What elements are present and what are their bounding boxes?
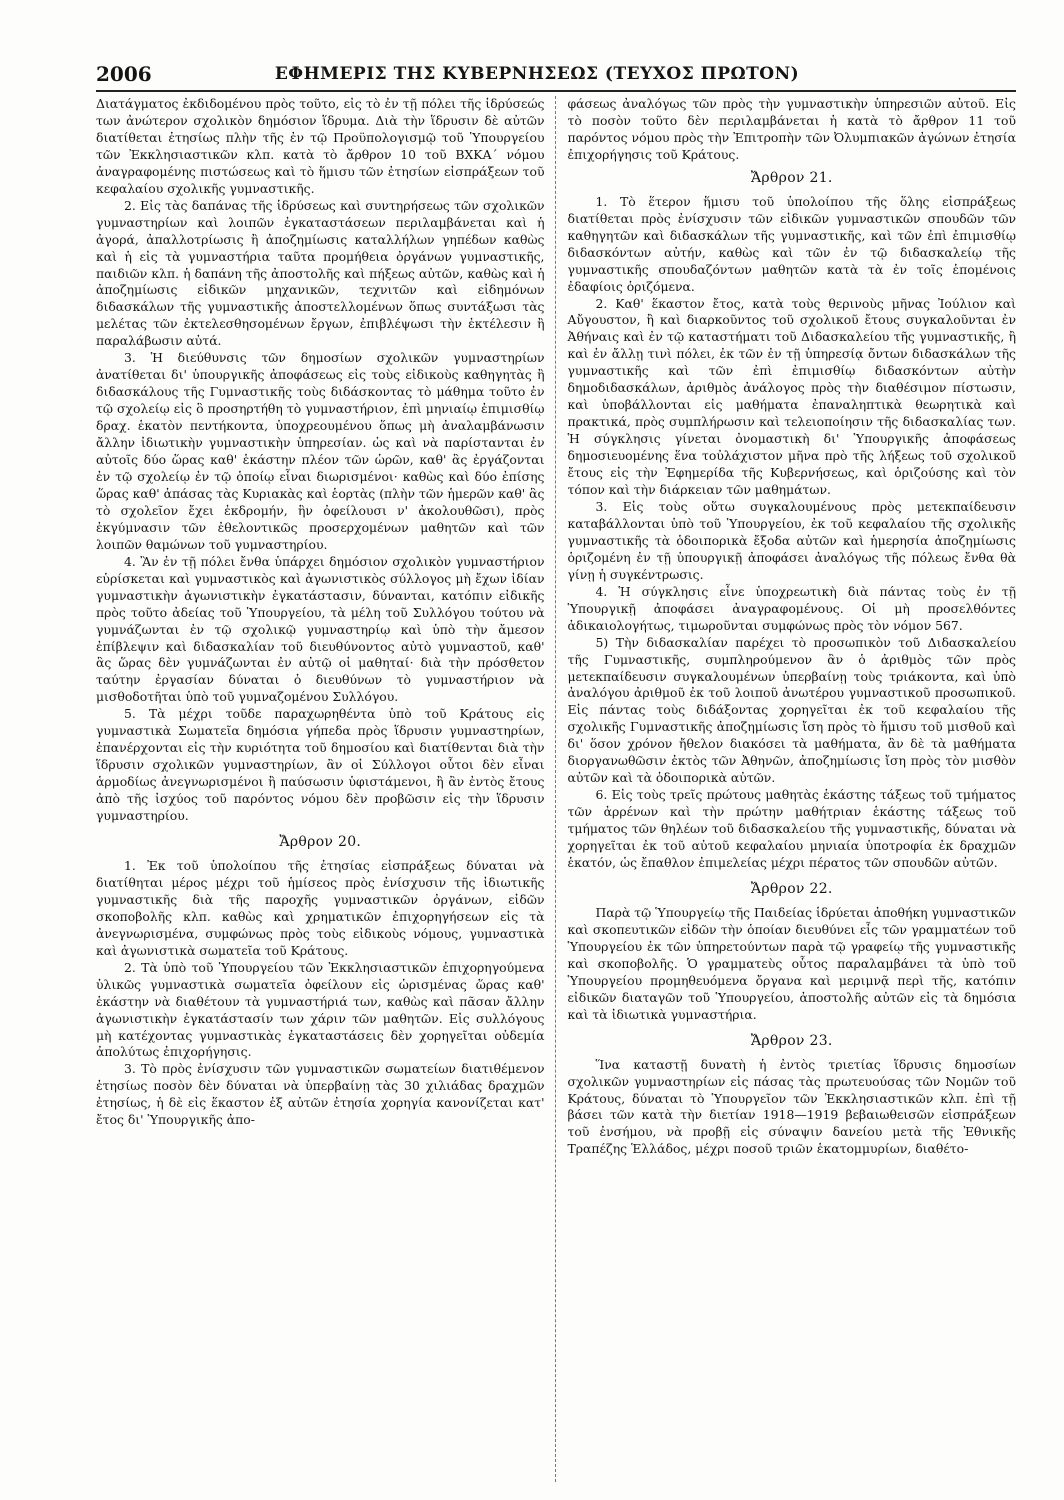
paragraph: 6. Εἰς τοὺς τρεῖς πρώτους μαθητὰς ἑκάστης τάξεως τοῦ τμήματος τῶν ἀρρένων καὶ τὴν πρώτην μαθήτριαν ἑκάστης τάξεως τοῦ τμήματος τῶν θηλέων τοῦ διδασκαλείου τῆς γυμναστικῆς, δύναται νὰ χορηγεῖται ἐκ τοῦ αὐτοῦ κεφαλαίου μηνιαία ὑποτροφία ἐκ δραχμῶν ἑκατόν, ὡς ἔπαθλον ἐπιμελείας μέχρι πέρατος τῶν σπουδῶν αὐτῶν. xyxy=(567,787,1016,870)
paragraph: Παρὰ τῷ Ὑπουργείῳ τῆς Παιδείας ἱδρύεται ἀποθήκη γυμναστικῶν καὶ σκοπευτικῶν εἰδῶν τὴν ὁποίαν διευθύνει εἷς τῶν γραμματέων τοῦ Ὑπουργείου ἐκ τῶν ὑπηρετούντων παρὰ τῷ γραφείῳ τῆς γυμναστικῆς καὶ σκοποβολῆς. Ὁ γραμματεὺς οὗτος παραλαμβάνει τὰ ὑπὸ τοῦ Ὑπουργείου προμηθευόμενα ὄργανα καὶ μεριμνᾷ περὶ τῆς, κατόπιν εἰδικῶν διαταγῶν τοῦ Ὑπουργείου, ἀποστολῆς αὐτῶν εἰς τὰ δημόσια καὶ τὰ ἰδιωτικὰ γυμναστήρια. xyxy=(567,904,1016,1022)
paragraph: 1. Τὸ ἕτερον ἥμισυ τοῦ ὑπολοίπου τῆς ὅλης εἰσπράξεως διατίθεται πρὸς ἐνίσχυσιν τῶν εἰδικῶν γυμναστικῶν σπουδῶν τῶν καθηγητῶν καὶ διδασκάλων τῆς γυμναστικῆς, καὶ τῶν ἐπὶ ἐπιμισθίῳ διδασκόντων αὐτήν, καθὼς καὶ τῶν ἐν τῷ διδασκαλείῳ τῆς γυμναστικῆς σπουδαζόντων μαθητῶν κατὰ τὰ ἐν τοῖς ἑπομένοις ἐδαφίοις ὁριζόμενα. xyxy=(567,193,1016,294)
paragraph: 2. Εἰς τὰς δαπάνας τῆς ἱδρύσεως καὶ συντηρήσεως τῶν σχολικῶν γυμναστηρίων καὶ λοιπῶν ἐγκαταστάσεων περιλαμβάνεται καὶ ἡ ἀγορά, ἀπαλλοτρίωσις ἢ ἀποζημίωσις καταλλήλων γηπέδων καθὼς καὶ ἡ εἰς τὰ γυμναστήρια ταῦτα προμήθεια ὀργάνων γυμναστικῆς, παιδιῶν κλπ. ἡ δαπάνη τῆς ἀποστολῆς καὶ πήξεως αὐτῶν, καθὼς καὶ ἡ ἀποζημίωσις εἰδικῶν μηχανικῶν, τεχνιτῶν καὶ εἰδημόνων διδασκάλων τῆς γυμναστικῆς ἀποστελλομένων ὅπως συντάξωσι τὰς μελέτας τῶν ἐκτελεσθησομένων ἔργων, ἐπιβλέψωσι τὴν ἐκτέλεσιν ἢ παραλάβωσιν αὐτά. xyxy=(96,197,545,349)
paragraph: Διατάγματος ἐκδιδομένου πρὸς τοῦτο, εἰς τὸ ἐν τῇ πόλει τῆς ἱδρύσεώς των ἀνώτερον σχολικὸν δημόσιον ἵδρυμα. Διὰ τὴν ἵδρυσιν δὲ αὐτῶν διατίθεται ἐτησίως πλὴν τῆς ἐν τῷ Προϋπολογισμῷ τοῦ Ὑπουργείου τῶν Ἐκκλησιαστικῶν κλπ. κατὰ τὸ ἄρθρον 10 τοῦ ΒΧΚΑ΄ νόμου ἀναγραφομένης πιστώσεως καὶ τὸ ἥμισυ τῶν ἐτησίων εἰσπράξεων τοῦ κεφαλαίου σχολικῆς γυμναστικῆς. xyxy=(96,96,545,196)
article-20-heading: Ἄρθρον 20. xyxy=(279,833,362,850)
paragraph: 5) Τὴν διδασκαλίαν παρέχει τὸ προσωπικὸν τοῦ Διδασκαλείου τῆς Γυμναστικῆς, συμπληρούμενον ἂν ὁ ἀριθμὸς τῶν πρὸς μετεκπαίδευσιν συγκαλουμένων ὑπερβαίνῃ τοὺς τριάκοντα, καὶ ὑπὸ ἀναλόγου ἀριθμοῦ ἐκ τοῦ λοιποῦ ἀνωτέρου γυμναστικοῦ προσωπικοῦ. Εἰς πάντας τοὺς διδάξοντας χορηγεῖται ἐκ τοῦ κεφαλαίου τῆς σχολικῆς Γυμναστικῆς ἀποζημίωσις ἴση πρὸς τὸ ἥμισυ τοῦ μισθοῦ καὶ δι' ὅσον χρόνον ἤθελον διακόσει τὰ μαθήματα, ἂν δὲ τὰ μαθήματα διοργανωθῶσιν ἐκτὸς τῶν Ἀθηνῶν, ἀποζημίωσις ἴση πρὸς τὸν μισθὸν αὐτῶν καὶ τὰ ὁδοιπορικὰ αὐτῶν. xyxy=(567,634,1016,786)
page-header xyxy=(58,62,1016,92)
header-rule xyxy=(96,90,1016,92)
article-22-heading: Ἄρθρον 22. xyxy=(750,880,833,897)
paragraph: 2. Καθ' ἕκαστον ἔτος, κατὰ τοὺς θερινοὺς μῆνας Ἰούλιον καὶ Αὔγουστον, ἢ καὶ διαρκοῦντος τοῦ σχολικοῦ ἔτους συγκαλοῦνται ἐν Ἀθήναις καὶ ἐν τῷ καταστήματι τοῦ Διδασκαλείου τῆς γυμναστικῆς, ἢ καὶ ἐν ἄλλῃ τινὶ πόλει, ἐκ τῶν ἐν τῇ ὑπηρεσίᾳ ὄντων διδασκάλων τῆς γυμναστικῆς καὶ τῶν ἐπὶ ἐπιμισθίῳ διδασκόντων αὐτὴν δημοδιδασκάλων, ἀριθμὸς ἀνάλογος πρὸς τὴν διαθέσιμον πίστωσιν, καὶ ὑποβάλλονται εἰς μαθήματα ἐπαναληπτικὰ θεωρητικὰ καὶ πρακτικά, πρὸς συμπλήρωσιν καὶ τελειοποίησιν τῆς διδασκαλίας των. Ἡ σύγκλησις γίνεται ὀνομαστικὴ δι' Ὑπουργικῆς ἀποφάσεως δημοσιευομένης ἕνα τοὐλάχιστον μῆνα πρὸ τῆς λήξεως τοῦ σχολικοῦ ἔτους εἰς τὴν Ἐφημερίδα τῆς Κυβερνήσεως, καὶ ὁριζούσης καὶ τὸν τόπον καὶ τὴν διάρκειαν τῶν μαθημάτων. xyxy=(567,295,1016,498)
paragraph: 5. Τὰ μέχρι τοῦδε παραχωρηθέντα ὑπὸ τοῦ Κράτους εἰς γυμναστικὰ Σωματεῖα δημόσια γήπεδα πρὸς ἵδρυσιν γυμναστηρίων, ἐπανέρχονται εἰς τὴν κυριότητα τοῦ δημοσίου καὶ διατίθενται διὰ τὴν ἵδρυσιν σχολικῶν γυμναστηρίων, ἂν οἱ Σύλλογοι οὗτοι δὲν εἶναι ἁρμοδίως ἀνεγνωρισμένοι ἢ παύσωσιν ὑφιστάμενοι, ἢ ἂν ἐντὸς ἔτους ἀπὸ τῆς ἰσχύος τοῦ παρόντος νόμου δὲν προβῶσιν εἰς τὴν ἵδρυσιν γυμναστηρίου. xyxy=(96,706,545,824)
paragraph: 1. Ἐκ τοῦ ὑπολοίπου τῆς ἐτησίας εἰσπράξεως δύναται νὰ διατίθηται μέρος μέχρι τοῦ ἡμίσεος πρὸς ἐνίσχυσιν τῆς ἰδιωτικῆς γυμναστικῆς διὰ τῆς παροχῆς γυμναστικῶν ὀργάνων, εἰδῶν σκοποβολῆς κλπ. καθὼς καὶ χρηματικῶν ἐπιχορηγήσεων εἰς τὰ ἀνεγνωρισμένα, συμφώνως πρὸς τοὺς εἰδικοὺς νόμους, γυμναστικὰ καὶ ἀγωνιστικὰ σωματεῖα τοῦ Κράτους. xyxy=(96,857,545,958)
paragraph: 3. Εἰς τοὺς οὕτω συγκαλουμένους πρὸς μετεκπαίδευσιν καταβάλλονται ὑπὸ τοῦ Ὑπουργείου, ἐκ τοῦ κεφαλαίου τῆς σχολικῆς γυμναστικῆς τὰ ὁδοιπορικὰ ἔξοδα αὐτῶν καὶ ἡμερησία ἀποζημίωσις ὁριζομένη ἐν τῇ ὑπουργικῇ ἀποφάσει ἀναλόγως τῆς πόλεως ἔνθα θὰ γίνῃ ἡ συγκέντρωσις. xyxy=(567,498,1016,582)
article-21-heading: Ἄρθρον 21. xyxy=(750,169,833,186)
running-head: ΕΦΗΜΕΡΙΣ ΤΗΣ ΚΥΒΕΡΝΗΣΕΩΣ (ΤΕΥΧΟΣ ΠΡΩΤΟΝ) xyxy=(274,64,800,84)
paragraph: 4. Ἂν ἐν τῇ πόλει ἔνθα ὑπάρχει δημόσιον σχολικὸν γυμναστήριον εὑρίσκεται καὶ γυμναστικὸς καὶ ἀγωνιστικὸς σύλλογος μὴ ἔχων ἰδίαν γυμναστικὴν ἀγωνιστικὴν ἐγκατάστασιν, δύνανται, κατόπιν εἰδικῆς πρὸς τοῦτο ἀδείας τοῦ Ὑπουργείου, τὰ μέλη τοῦ Συλλόγου τούτου νὰ γυμνάζωνται ἐν τῷ σχολικῷ γυμναστηρίῳ καὶ ὑπὸ τὴν ἄμεσον ἐπίβλεψιν καὶ διδασκαλίαν τοῦ διευθύνοντος αὐτὸ γυμναστοῦ, καθ' ἃς ὥρας δὲν γυμνάζωνται ἐν αὐτῷ οἱ μαθηταί· διὰ τὴν πρόσθετον ταύτην ἐργασίαν δύναται ὁ διευθύνων τὸ γυμναστήριον νὰ μισθοδοτῆται ὑπὸ τοῦ γυμναζομένου Συλλόγου. xyxy=(96,553,545,705)
paragraph: 3. Ἡ διεύθυνσις τῶν δημοσίων σχολικῶν γυμναστηρίων ἀνατίθεται δι' ὑπουργικῆς ἀποφάσεως εἰς τοὺς εἰδικοὺς καθηγητὰς ἢ διδασκάλους τῆς Γυμναστικῆς τοὺς διδάσκοντας τὸ μάθημα τοῦτο ἐν τῷ σχολείῳ εἰς ὃ προσηρτήθη τὸ γυμναστήριον, ἐπὶ μηνιαίῳ ἐπιμισθίῳ δραχ. ἑκατὸν πεντήκοντα, ὑποχρεουμένου ὅπως μὴ ἀναλαμβάνωσιν ἄλλην ἰδιωτικὴν γυμναστικὴν ὑπηρεσίαν. ὡς καὶ νὰ παρίστανται ἐν αὐτοῖς δύο ὥρας καθ' ἑκάστην πλέον τῶν ὡρῶν, καθ' ἃς ἐργάζονται ἐν τῷ σχολείῳ ἐν τῷ ὁποίῳ εἶναι διωρισμένοι· καθὼς καὶ δύο ἐπίσης ὥρας καθ' ἁπάσας τὰς Κυριακὰς καὶ ἑορτὰς (πλὴν τῶν ἡμερῶν καθ' ἃς τὸ σχολεῖον ἔχει ἐκδρομήν, ἣν ὀφείλουσι ν' ἀκολουθῶσι), πρὸς ἐκγύμνασιν τῶν ἐθελοντικῶς προσερχομένων μαθητῶν καὶ τῶν λοιπῶν θαμώνων τοῦ γυμναστηρίου. xyxy=(96,350,545,552)
article-23-heading: Ἄρθρον 23. xyxy=(750,1032,833,1049)
paragraph: 3. Τὸ πρὸς ἐνίσχυσιν τῶν γυμναστικῶν σωματείων διατιθέμενον ἐτησίως ποσὸν δὲν δύναται νὰ ὑπερβαίνῃ τὰς 30 χιλιάδας δραχμῶν ἐτησίως, ἡ δὲ εἰς ἕκαστον ἐξ αὐτῶν ἐτησία χορηγία κανονίζεται κατ' ἔτος δι' Ὑπουργικῆς ἀπο- xyxy=(96,1061,545,1128)
left-column xyxy=(96,96,555,1482)
paragraph: φάσεως ἀναλόγως τῶν πρὸς τὴν γυμναστικὴν ὑπηρεσιῶν αὐτοῦ. Εἰς τὸ ποσὸν τοῦτο δὲν περιλαμβάνεται ἡ κατὰ τὸ ἄρθρον 11 τοῦ παρόντος νόμου πρὸς τὴν Ἐπιτροπὴν τῶν Ὀλυμπιακῶν ἀγώνων ἐτησία ἐπιχορήγησις τοῦ Κράτους. xyxy=(567,96,1016,162)
paragraph: Ἵνα καταστῇ δυνατὴ ἡ ἐντὸς τριετίας ἵδρυσις δημοσίων σχολικῶν γυμναστηρίων εἰς πάσας τὰς πρωτευούσας τῶν Νομῶν τοῦ Κράτους, δύναται τὸ Ὑπουργεῖον τῶν Ἐκκλησιαστικῶν κλπ. ἐπὶ τῇ βάσει τῶν κατὰ τὴν διετίαν 1918—1919 βεβαιωθεισῶν εἰσπράξεων τοῦ ἐνσήμου, νὰ προβῇ εἰς σύναψιν δανείου μετὰ τῆς Ἐθνικῆς Τραπέζης Ἑλλάδος, μέχρι ποσοῦ τριῶν ἑκατομμυρίων, διαθέτο- xyxy=(567,1056,1016,1157)
page-number: 2006 xyxy=(96,62,152,86)
right-column xyxy=(555,96,1017,1482)
paragraph: 2. Τὰ ὑπὸ τοῦ Ὑπουργείου τῶν Ἐκκλησιαστικῶν ἐπιχορηγούμενα ὑλικῶς γυμναστικὰ σωματεῖα ὀφείλουν εἰς ὡρισμένας ὥρας καθ' ἑκάστην νὰ διαθέτουν τὰ γυμναστήριά των, καθὼς καὶ πᾶσαν ἄλλην ἀγωνιστικὴν ἐγκατάστασίν των χάριν τῶν μαθητῶν. Εἰς συλλόγους μὴ κατέχοντας γυμναστικὰς ἐγκαταστάσεις δὲν χορηγεῖται οὐδεμία ἀπολύτως ἐπιχορήγησις. xyxy=(96,959,545,1060)
paragraph: 4. Ἡ σύγκλησις εἶνε ὑποχρεωτικὴ διὰ πάντας τοὺς ἐν τῇ Ὑπουργικῇ ἀποφάσει ἀναγραφομένους. Οἱ μὴ προσελθόντες ἀδικαιολογήτως, τιμωροῦνται συμφώνως πρὸς τὸν νόμον 567. xyxy=(567,583,1016,633)
text-columns xyxy=(96,96,1016,1482)
